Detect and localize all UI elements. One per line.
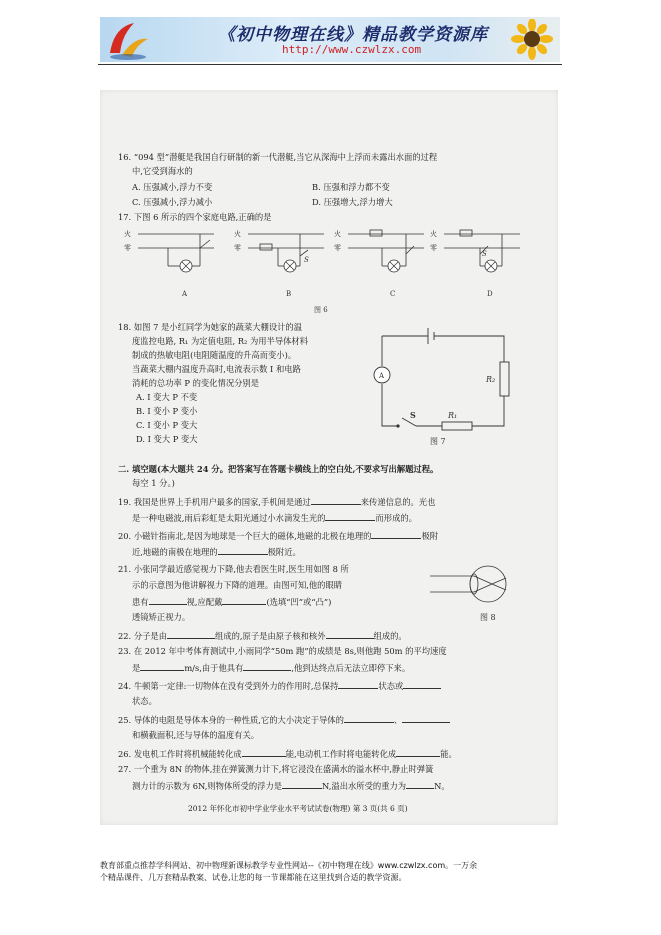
- q21-line-4: 透镜矫正视力。: [132, 612, 191, 622]
- q18-line-4: 当蔬菜大棚内温度升高时,电流表示数 I 和电路: [132, 364, 301, 374]
- fig6-neutral-label-c: 零: [334, 244, 341, 252]
- q21-blank-2[interactable]: [222, 596, 266, 605]
- fig6-live-label-c: 火: [334, 230, 341, 238]
- q18-option-d: D. I 变大 P 变大: [136, 434, 198, 444]
- site-logo-icon: [104, 19, 152, 61]
- q23-line-2: 是 m/s,由于他具有 ,他到达终点后无法立即停下来。: [132, 663, 411, 673]
- q21-line-2: 示的示意图为他讲解视力下降的道理。由图可知,他的眼睛: [132, 580, 343, 590]
- fig6-switch-label-b: S: [304, 256, 309, 264]
- fig6-live-label-b: 火: [234, 230, 241, 238]
- fig6-live-label-a: 火: [124, 230, 131, 238]
- fig6-label-d: D: [487, 290, 493, 298]
- q25-blank-2[interactable]: [402, 714, 450, 723]
- q23-line-1: 23. 在 2012 年中考体育测试中,小雨同学“50m 跑”的成绩是 8s,则他跑 50m 的平均速度: [118, 646, 447, 656]
- figure-6-circuits: [124, 226, 544, 316]
- site-promo-line-1: 教育部重点推荐学科网站、初中物理新课标教学专业性网站--《初中物理在线》www.czwlzx.com。一万余: [100, 861, 478, 870]
- fig8-caption: 图 8: [480, 613, 496, 622]
- q24-blank-1[interactable]: [338, 680, 378, 689]
- q25-blank-1[interactable]: [344, 714, 394, 723]
- q20-blank-2[interactable]: [218, 546, 268, 555]
- exam-page: [100, 90, 558, 825]
- q19-line-2: 是一种电磁波,雨后彩虹是太阳光通过小水滴发生光的 而形成的。: [132, 513, 417, 523]
- fig7-ammeter-label: A: [379, 372, 385, 380]
- q18-option-a: A. I 变大 P 不变: [136, 392, 198, 402]
- fig6-label-b: B: [286, 290, 292, 298]
- q25-line-2: 和横截面积,还与导体的温度有关。: [132, 730, 260, 740]
- fig7-r2-label: R₂: [486, 375, 496, 384]
- q20-blank-1[interactable]: [371, 530, 421, 539]
- q22-line: 22. 分子是由 组成的,原子是由原子核和核外 组成的。: [118, 631, 407, 641]
- q26-blank-2[interactable]: [396, 748, 440, 757]
- q18-option-b: B. I 变小 P 变小: [136, 406, 198, 416]
- fig7-caption: 图 7: [430, 437, 446, 446]
- q17-stem: 17. 下图 6 所示的四个家庭电路,正确的是: [118, 212, 272, 222]
- q18-line-2: 度监控电路, R₁ 为定值电阻, R₂ 为用半导体材料: [132, 336, 309, 346]
- site-promo-note: [100, 860, 477, 884]
- q19-blank-1[interactable]: [311, 496, 361, 505]
- q16-stem-2: 中,它受到海水的: [132, 166, 193, 176]
- q24-blank-2[interactable]: [403, 680, 441, 689]
- section-2-heading: 二. 填空题(本大题共 24 分。把答案写在答题卡横线上的空白处,不要求写出解题过程。: [118, 464, 439, 474]
- q21-line-3: 患有 视,应配戴 (选填“凹”或“凸”): [132, 597, 332, 607]
- q19-line-1: 19. 我国是世界上手机用户最多的国家,手机间是通过 来传递信息的。光也: [118, 497, 436, 507]
- site-banner: [100, 17, 560, 62]
- sunflower-icon: [510, 19, 554, 61]
- q16-option-b: B. 压强和浮力都不变: [312, 182, 390, 192]
- q24-line-2: 状态。: [132, 696, 157, 706]
- q24-line-1: 24. 牛顿第一定律:一切物体在没有受到外力的作用时,总保持 状态或: [118, 680, 441, 691]
- fig6-caption: 图 6: [314, 306, 328, 314]
- banner-url[interactable]: http://www.czwlzx.com: [282, 43, 422, 56]
- q16-option-d: D. 压强增大,浮力增大: [312, 197, 393, 207]
- q22-blank-1[interactable]: [167, 630, 215, 639]
- q22-blank-2[interactable]: [326, 630, 374, 639]
- q26-line: 26. 发电机工作时将机械能转化成 能,电动机工作时将电能转化成 能。: [118, 749, 457, 759]
- fig6-label-c: C: [390, 290, 396, 298]
- q18-line-1: 18. 如图 7 是小红同学为她家的蔬菜大棚设计的温: [118, 322, 303, 332]
- fig6-neutral-label-b: 零: [234, 244, 241, 252]
- q23-blank-2[interactable]: [243, 662, 291, 671]
- exam-page-footer: 2012 年怀化市初中学业学业水平考试试卷(物理) 第 3 页(共 6 页): [188, 804, 408, 813]
- q20-line-1: 20. 小磁针指南北,是因为地球是一个巨大的磁体,地磁的北极在地理的 极附: [118, 531, 439, 541]
- q23-blank-1[interactable]: [140, 662, 184, 671]
- q19-blank-2[interactable]: [325, 512, 375, 521]
- q16-option-c: C. 压强减小,浮力减小: [132, 197, 213, 207]
- figure-8-eye-diagram: [426, 560, 526, 624]
- fig7-r1-label: R₁: [448, 411, 458, 420]
- q27-blank-1[interactable]: [282, 780, 322, 789]
- fig6-live-label-d: 火: [430, 230, 437, 238]
- q21-blank-1[interactable]: [149, 596, 187, 605]
- fig6-neutral-label-d: 零: [430, 244, 437, 252]
- fig6-label-a: A: [182, 290, 188, 298]
- q21-line-1: 21. 小张同学最近感觉视力下降,他去看医生时,医生用如图 8 所: [118, 564, 349, 574]
- q27-blank-2[interactable]: [406, 780, 434, 789]
- figure-7-circuit: [370, 322, 520, 452]
- q20-line-2: 近,地磁的南极在地理的 极附近。: [132, 547, 301, 557]
- q16-option-a: A. 压强减小,浮力不变: [132, 182, 213, 192]
- q16-stem-1: 16. “094 型”潜艇是我国自行研制的新一代潜艇,当它从深海中上浮而未露出水面的过程: [118, 152, 438, 162]
- banner-title: 《初中物理在线》精品教学资源库: [218, 25, 488, 45]
- fig7-switch-label: S: [410, 410, 416, 420]
- fig6-switch-label-d: S: [482, 250, 487, 258]
- section-2-heading-2: 每空 1 分。): [132, 478, 175, 488]
- q18-line-3: 制成的热敏电阻(电阻随温度的升高而变小)。: [132, 350, 297, 360]
- q27-line-2: 测力计的示数为 6N,则物体所受的浮力是 N,溢出水所受的重力为 N。: [132, 781, 450, 791]
- fig6-neutral-label-a: 零: [124, 244, 131, 252]
- q26-blank-1[interactable]: [242, 748, 286, 757]
- q25-line-1: 25. 导体的电阻是导体本身的一种性质,它的大小决定于导体的 、: [118, 714, 450, 725]
- q18-line-5: 消耗的总功率 P 的变化情况分别是: [132, 378, 260, 388]
- banner-rule: [98, 64, 562, 65]
- site-promo-line-2: 个精品课件、几万套精品教案、试卷,让您的每一节课都能在这里找到合适的教学资源。: [100, 873, 407, 882]
- q18-option-c: C. I 变小 P 变大: [136, 420, 198, 430]
- q27-line-1: 27. 一个重为 8N 的物体,挂在弹簧测力计下,将它浸没在盛满水的溢水杯中,静止时弹簧: [118, 764, 434, 774]
